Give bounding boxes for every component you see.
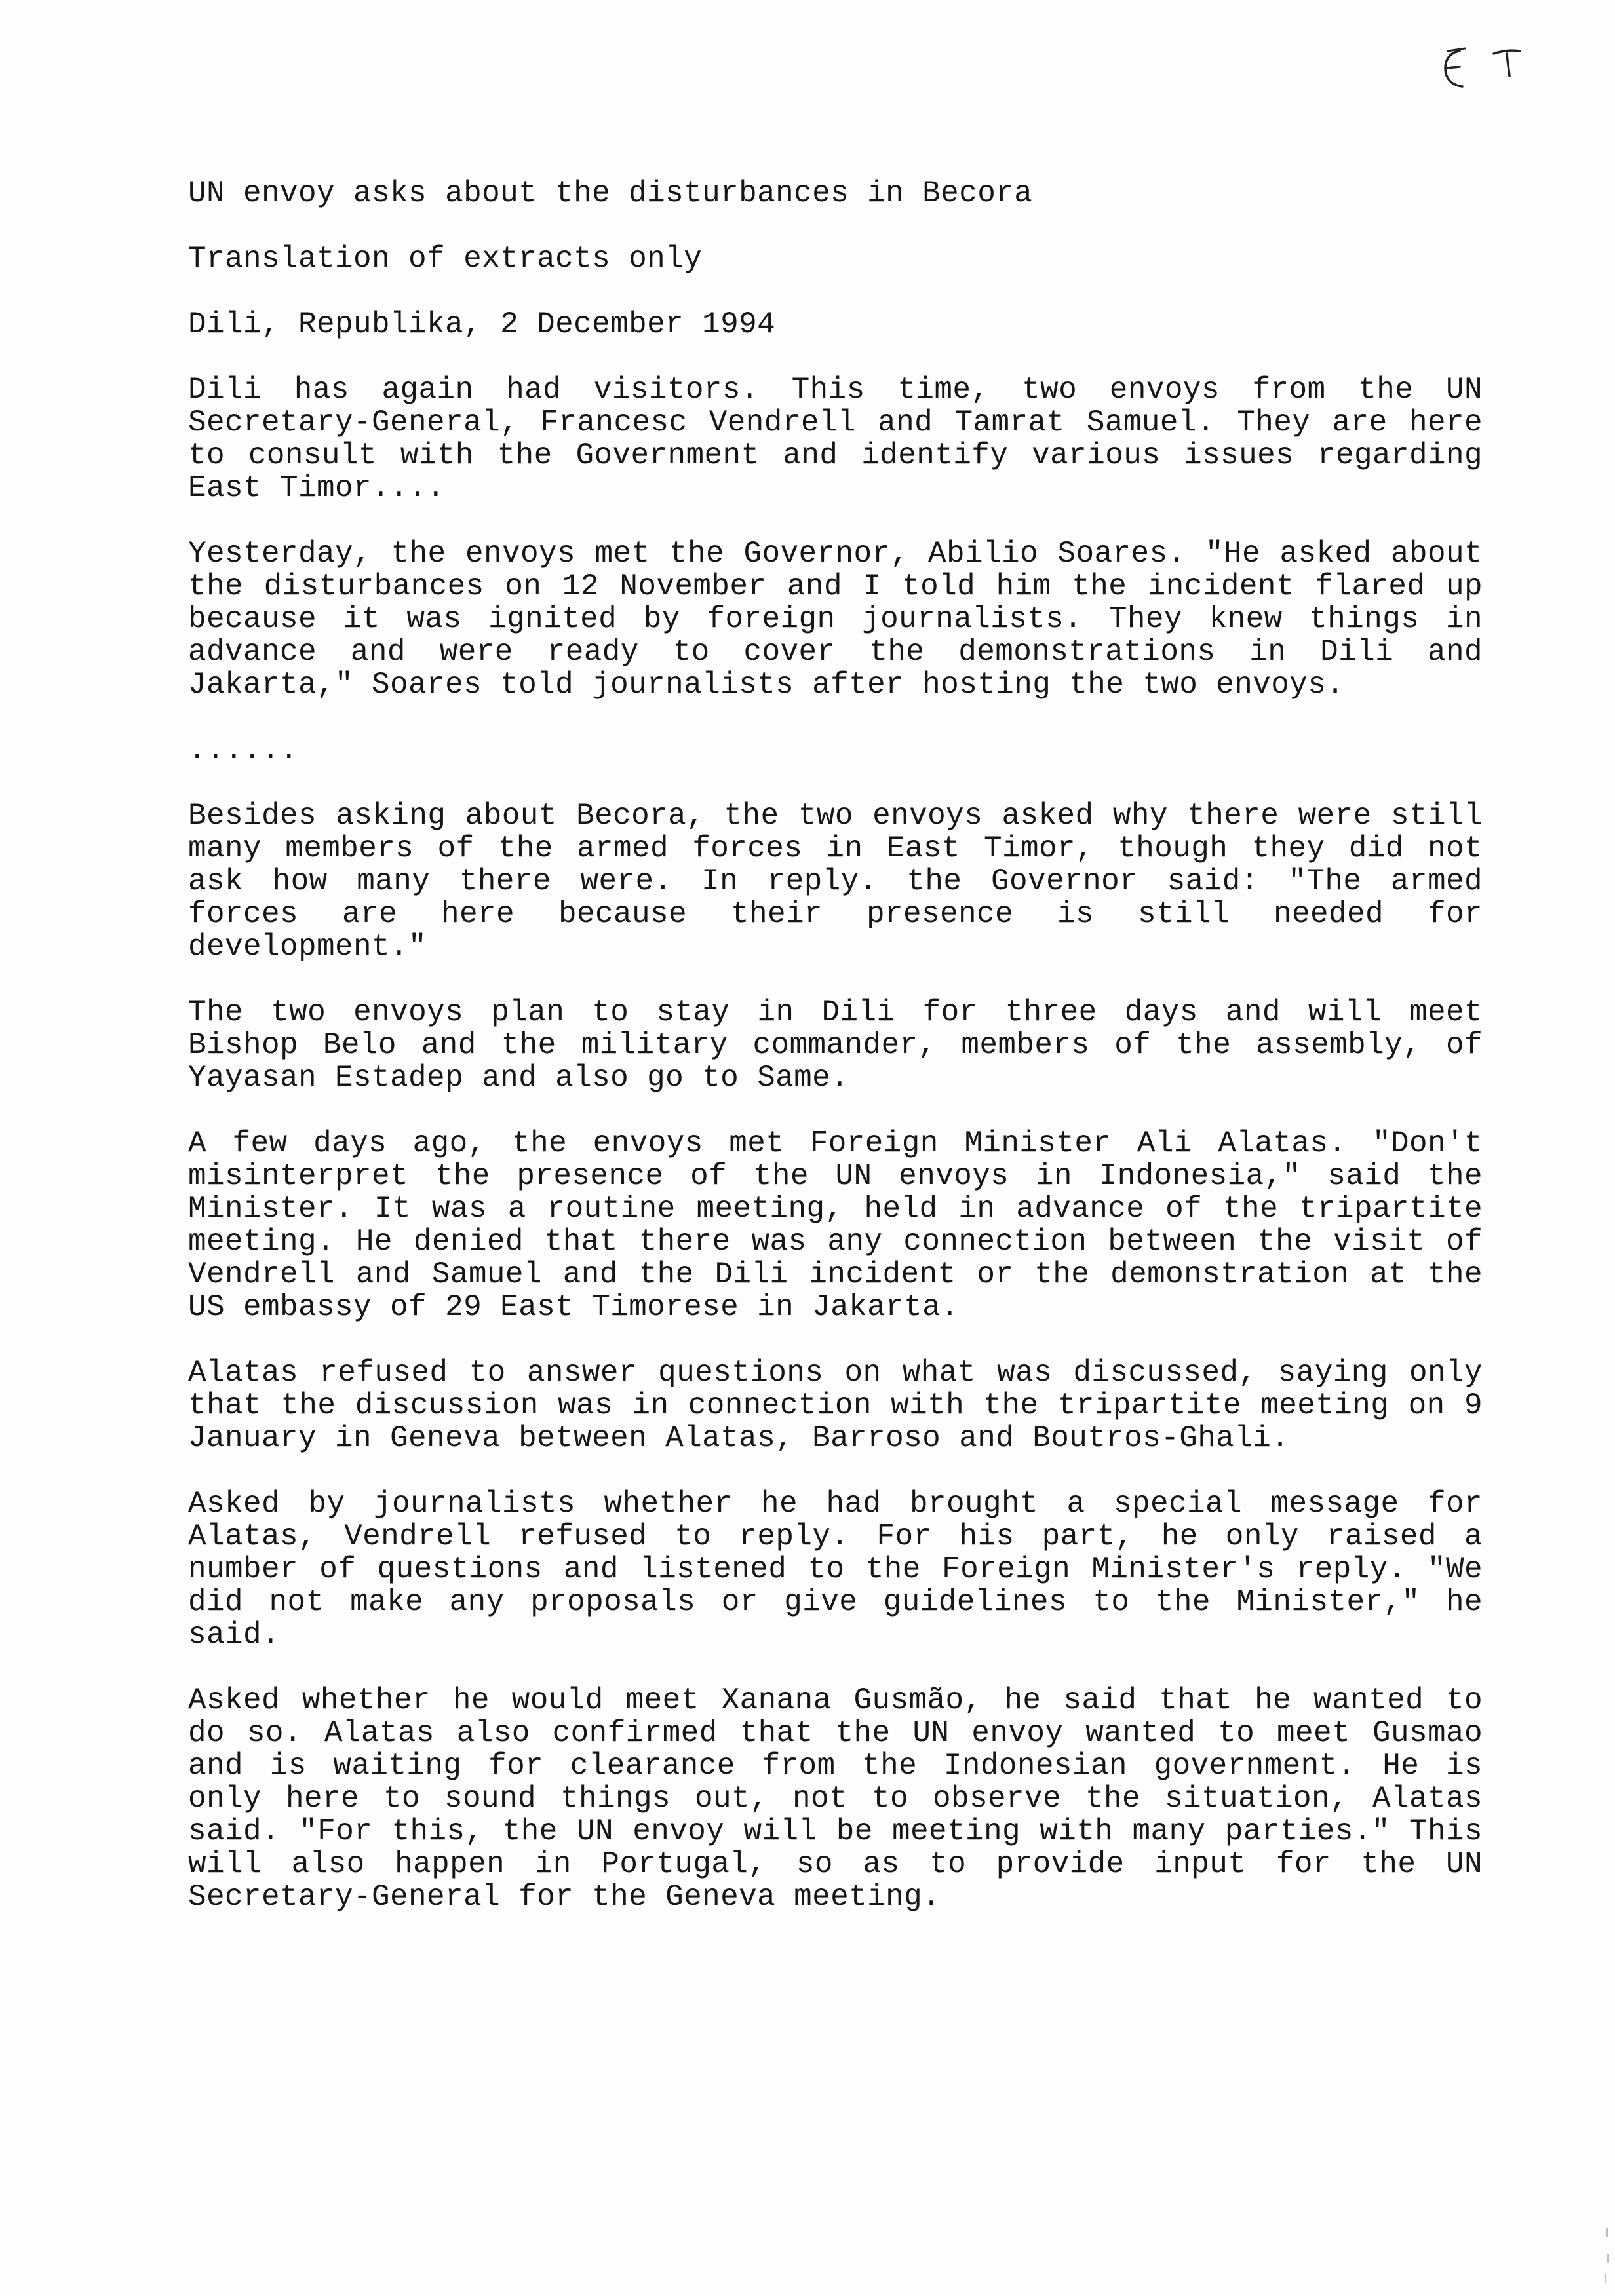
paragraph-stay-plans bbox=[188, 996, 1483, 1094]
paragraph-foreign-minister bbox=[188, 1127, 1483, 1324]
handwritten-initials-mark bbox=[1426, 39, 1537, 98]
paragraph-text: The two envoys plan to stay in Dili for three days and will meet Bishop Belo and the military commander, members of the assembly, of Yayasan Estadep and also go to Same. bbox=[188, 995, 1483, 1095]
paragraph-text: Yesterday, the envoys met the Governor, Abilio Soares. "He asked about the disturbances on 12 November and I told him the incident flared up because it was ignited by foreign journalists. They knew things in advance and were ready to cover the demonstrations in Dili and Jakarta," Soares told journalists after hosting the two envoys. bbox=[188, 537, 1483, 702]
paragraph-alatas-refused bbox=[188, 1356, 1483, 1455]
paragraph-text: A few days ago, the envoys met Foreign Minister Ali Alatas. "Don't misinterpret the presence of the UN envoys in Indonesia," said the Minister. It was a routine meeting, held in advance of the tripartite meeting. He denied that there was any connection between the visit of Vendrell and Samuel and the Dili incident or the demonstration at the US embassy of 29 East Timorese in Jakarta. bbox=[188, 1126, 1483, 1324]
document-title: UN envoy asks about the disturbances in Becora bbox=[188, 176, 1033, 210]
scan-artifact-mark bbox=[1605, 2274, 1606, 2283]
paragraph-governor-meeting bbox=[188, 537, 1483, 701]
document-body bbox=[188, 177, 1483, 1946]
paragraph-special-message bbox=[188, 1487, 1483, 1651]
scan-artifact-mark bbox=[1606, 2228, 1608, 2237]
paragraph-text: Dili has again had visitors. This time, two envoys from the UN Secretary-General, Francesc Vendrell and Tamrat Samuel. They are here to consult with the Government and identify various issues regarding East Timor.... bbox=[188, 373, 1483, 505]
paragraph-text: Asked by journalists whether he had brought a special message for Alatas, Vendrell refused to reply. For his part, he only raised a number of questions and listened to the Foreign Minister's reply. "We did not make any proposals or give guidelines to the Minister," he said. bbox=[188, 1487, 1483, 1652]
paragraph-text: Besides asking about Becora, the two envoys asked why there were still many members of the armed forces in East Timor, though they did not ask how many there were. In reply. the Governor said: "The armed forces are here because their presence is still needed for development." bbox=[188, 799, 1483, 964]
omission-separator: ...... bbox=[188, 733, 299, 767]
paragraph-text: Asked whether he would meet Xanana Gusmão, he said that he wanted to do so. Alatas also confirmed that the UN envoy wanted to meet Gusmao and is waiting for clearance from the Indonesian government. He is only here to sound things out, not to observe the situation, Alatas said. "For this, the UN envoy will be meeting with many parties." This will also happen in Portugal, so as to provide input for the UN Secretary-General for the Geneva meeting. bbox=[188, 1683, 1483, 1914]
paragraph-visitors bbox=[188, 373, 1483, 505]
paragraph-text: Alatas refused to answer questions on what was discussed, saying only that the discussion was in connection with the tripartite meeting on 9 January in Geneva between Alatas, Barroso and Boutros-Ghali. bbox=[188, 1356, 1483, 1455]
paragraph-gusmao bbox=[188, 1684, 1483, 1913]
paragraph-armed-forces bbox=[188, 799, 1483, 963]
document-subtitle: Translation of extracts only bbox=[188, 242, 703, 276]
handwritten-initials-drawing bbox=[1426, 39, 1537, 98]
scan-artifact-mark bbox=[1607, 2254, 1609, 2263]
document-dateline: Dili, Republika, 2 December 1994 bbox=[188, 307, 776, 341]
